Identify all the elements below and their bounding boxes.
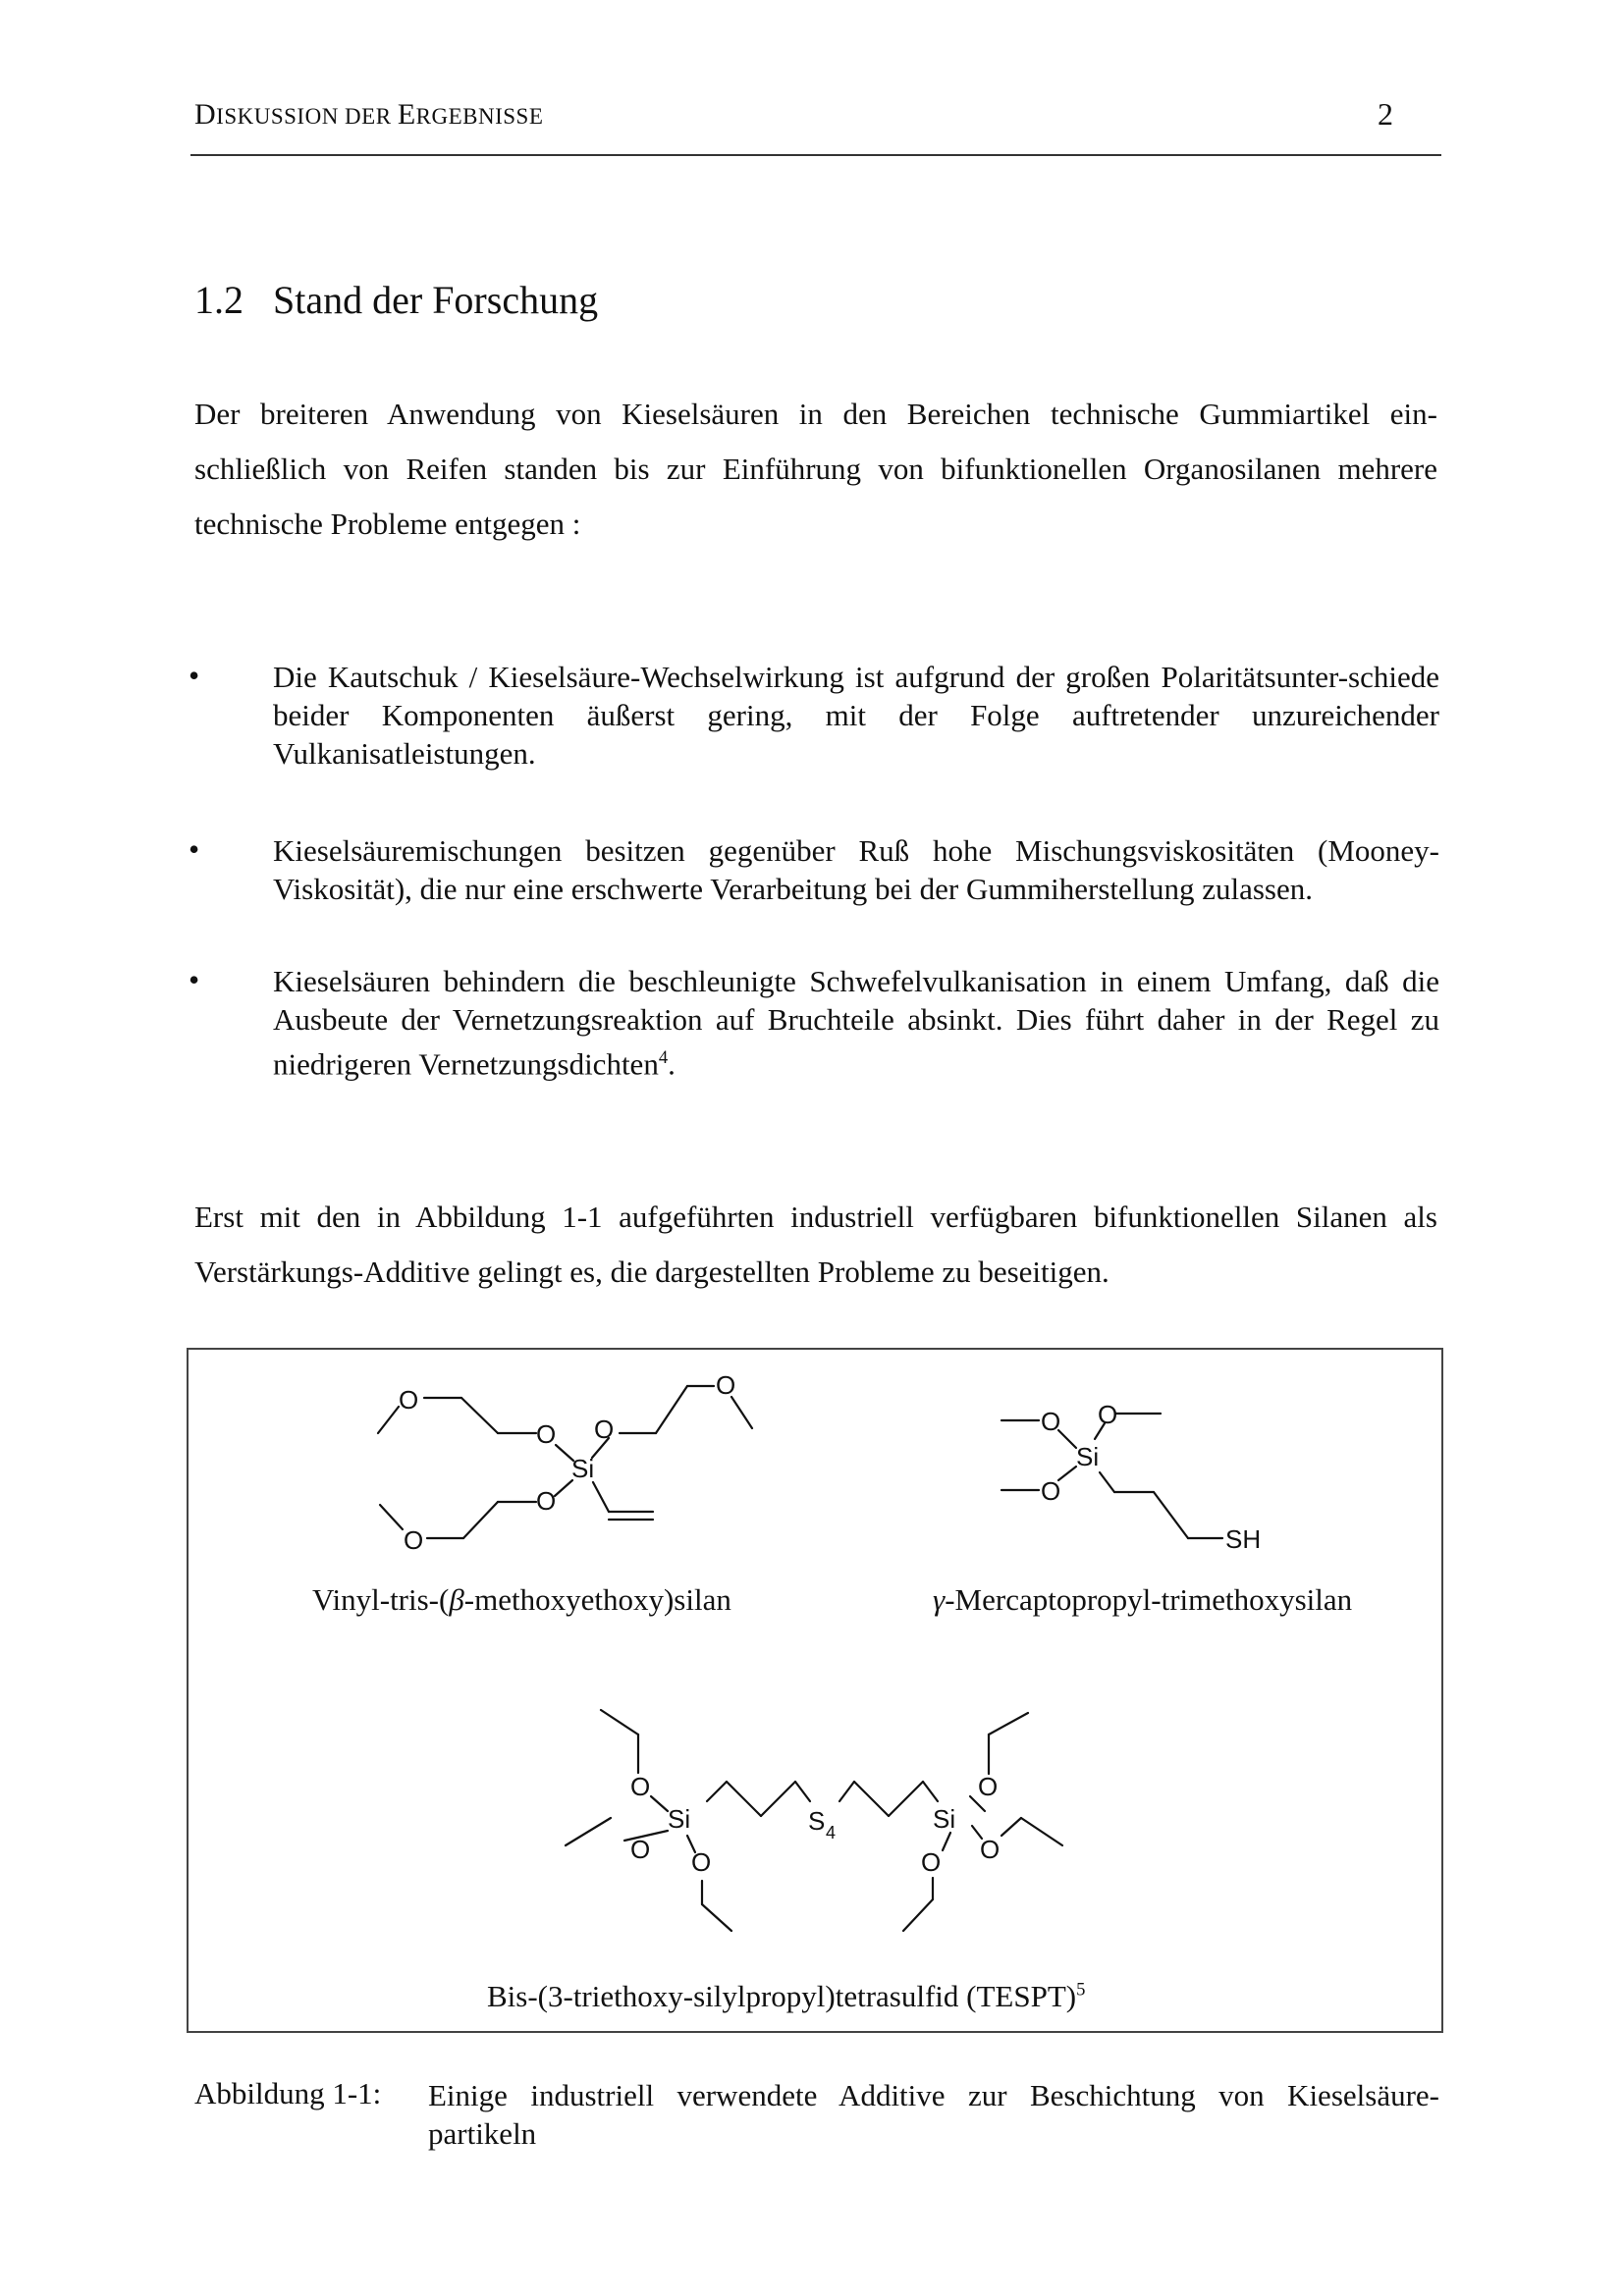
header-cap-d: D (194, 98, 217, 131)
mercapto-label-greek: γ (933, 1582, 946, 1617)
atom-si: Si (668, 1804, 691, 1834)
atom-s-count: 4 (826, 1823, 837, 1842)
atom-si: Si (571, 1454, 595, 1483)
structure-label-tespt (487, 1979, 1085, 2014)
atom-o: O (1041, 1476, 1061, 1506)
atom-si: Si (1076, 1442, 1100, 1471)
atom-o: O (404, 1525, 424, 1555)
atom-o: O (630, 1835, 651, 1864)
atom-s: S (808, 1806, 826, 1836)
bullet-symbol-3: • (189, 962, 200, 997)
atom-o: O (399, 1385, 419, 1415)
header-cap-e: E (397, 98, 416, 131)
atom-o: O (594, 1415, 615, 1444)
section-number: 1.2 (194, 278, 243, 322)
bullet-item-3-text: Kieselsäuren behindern die beschleunigte Schwefelvulkanisation in einem Umfang, daß die Ausbeute der Vernetzungsreaktion auf Bruchteile absinkt. Dies führt daher in der Regel zu niedrigeren Vernetzungsdichten (273, 964, 1439, 1082)
bullet-symbol-1: • (189, 658, 200, 693)
header-rest-1: ISKUSSION DER (216, 104, 398, 129)
atom-o: O (691, 1847, 712, 1877)
transition-paragraph: Erst mit den in Abbildung 1-1 aufgeführten industriell verfügbaren bifunktionellen Silanen als Verstärkungs-Additive gelingt es, die dargestellten Probleme zu beseitigen. (194, 1200, 1437, 1289)
atom-o: O (630, 1772, 651, 1801)
footnote-ref-4: 4 (658, 1047, 669, 1068)
header-rest-2: RGEBNISSE (415, 104, 544, 129)
page-number: 2 (1378, 96, 1393, 132)
bullet-symbol-2: • (189, 831, 200, 867)
intro-paragraph: Der breiteren Anwendung von Kieselsäuren in den Bereichen technische Gummiartikel ein-schließlich von Reifen standen bis zur Einführung von bifunktionellen Organosilanen mehrere technische Probleme entgegen : (194, 397, 1437, 541)
vinyl-label-suffix: -methoxyethoxy)silan (463, 1582, 731, 1617)
atom-o: O (536, 1419, 557, 1449)
atom-o: O (1098, 1400, 1118, 1429)
atom-o: O (1041, 1407, 1061, 1436)
structure-label-vinyl-silane (312, 1582, 731, 1618)
figure-caption-label: Abbildung 1-1: (194, 2076, 382, 2110)
structure-label-mercapto-silane (933, 1582, 1352, 1618)
atom-o: O (980, 1835, 1001, 1864)
vinyl-label-prefix: Vinyl-tris-( (312, 1582, 450, 1617)
tespt-label: Bis-(3-triethoxy-silylpropyl)tetrasulfid (TESPT) (487, 1979, 1077, 2013)
atom-o: O (978, 1772, 999, 1801)
atom-o: O (921, 1847, 942, 1877)
mercapto-silane-bonds (1001, 1414, 1222, 1538)
section-title: Stand der Forschung (273, 278, 599, 322)
atom-o: O (716, 1370, 736, 1400)
footnote-ref-5: 5 (1076, 1979, 1086, 2001)
bullet-item-3-end: . (668, 1046, 676, 1082)
bullet-item-1: Die Kautschuk / Kieselsäure-Wechselwirkung ist aufgrund der großen Polaritätsunter-schiede beider Komponenten äußerst gering, mit der Folge auftretender unzureichender Vulkanisatleistungen. (273, 660, 1439, 771)
figure-caption-text: Einige industriell verwendete Additive zur Beschichtung von Kieselsäure-partikeln (428, 2078, 1439, 2151)
atom-o: O (536, 1486, 557, 1516)
vinyl-silane-bonds (378, 1386, 752, 1538)
atom-si: Si (933, 1804, 956, 1834)
atom-sh: SH (1225, 1524, 1262, 1554)
bullet-item-2: Kieselsäuremischungen besitzen gegenüber Ruß hohe Mischungsviskositäten (Mooney-Viskosität), die nur eine erschwerte Verarbeitung bei der Gummiherstellung zulassen. (273, 833, 1439, 906)
vinyl-label-greek: β (449, 1582, 464, 1617)
mercapto-label-suffix: -Mercaptopropyl-trimethoxysilan (945, 1582, 1353, 1617)
